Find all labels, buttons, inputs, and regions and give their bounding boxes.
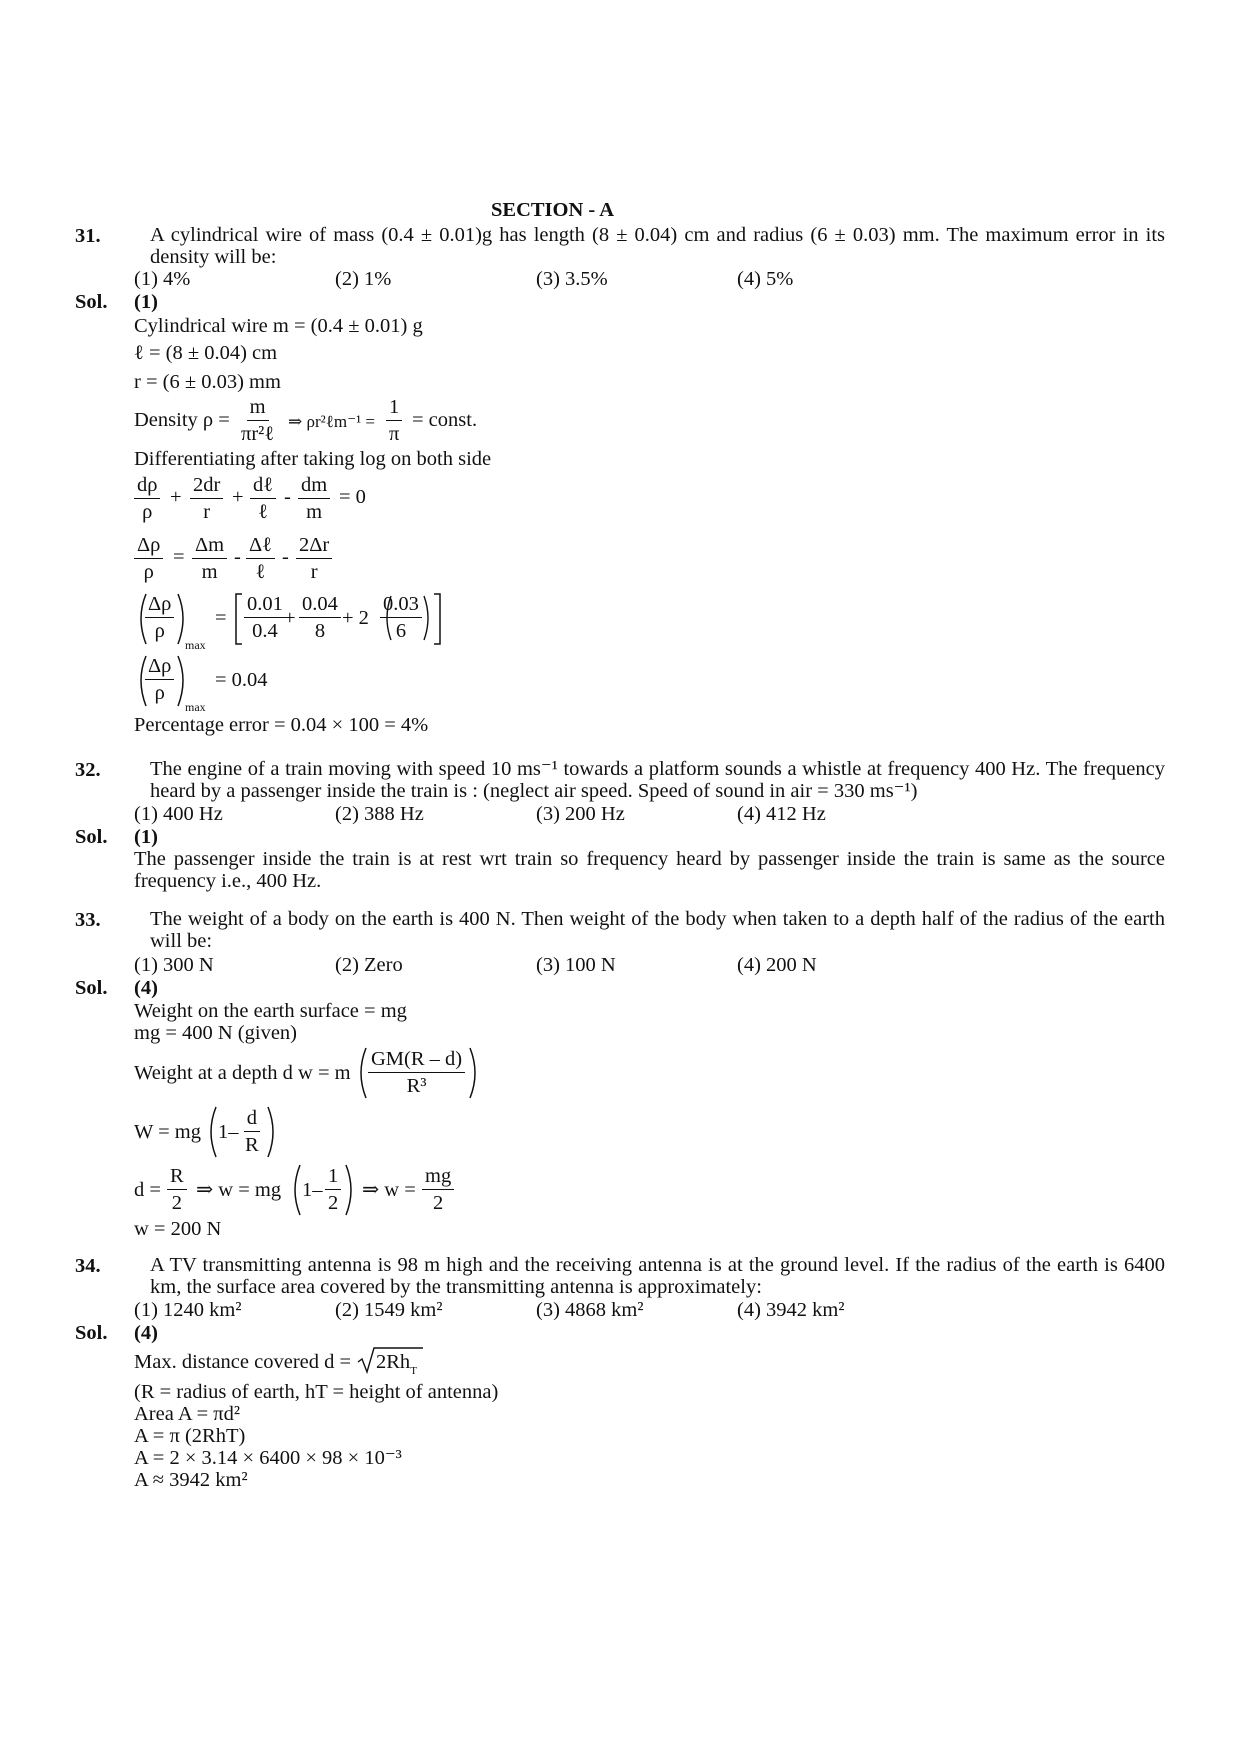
sol33-line-2: mg = 400 N (given) xyxy=(134,1022,298,1044)
eq1-num-1: dρ xyxy=(134,472,160,499)
sol31-final: Percentage error = 0.04 × 100 = 4% xyxy=(134,714,429,736)
eq4-num: Δρ xyxy=(145,653,174,680)
option-32-4: (4) 412 Hz xyxy=(737,803,826,825)
d-mid-2: ⇒ w = xyxy=(362,1179,416,1201)
option-31-3: (3) 3.5% xyxy=(536,268,608,290)
eq3-den-lhs: ρ xyxy=(154,620,165,642)
eq2-op-3: - xyxy=(282,546,289,568)
eq3-eq: = xyxy=(215,607,227,629)
answer-31: (1) xyxy=(134,291,158,313)
eq4-den: ρ xyxy=(154,682,165,704)
option-33-3: (3) 100 N xyxy=(536,954,616,976)
eq1-frac-1 xyxy=(134,472,160,525)
sol31-line-2: ℓ = (8 ± 0.04) cm xyxy=(134,342,278,364)
option-32-2: (2) 388 Hz xyxy=(335,803,424,825)
eq3-frac-3 xyxy=(380,591,422,644)
eq1-rhs: = 0 xyxy=(339,486,366,508)
d-mid: ⇒ w = mg xyxy=(196,1179,282,1201)
option-34-3: (3) 4868 km² xyxy=(536,1299,644,1321)
eq1-frac-4 xyxy=(298,472,330,525)
w-den: R xyxy=(245,1134,259,1156)
question-text-33: The weight of a body on the earth is 400 N. Then weight of the body when taken to a depth half of the radius of the earth will be: xyxy=(150,908,1165,952)
option-34-4: (4) 3942 km² xyxy=(737,1299,845,1321)
option-31-2: (2) 1% xyxy=(335,268,392,290)
depth-fraction xyxy=(368,1046,465,1099)
option-32-1: (1) 400 Hz xyxy=(134,803,223,825)
w-one: 1– xyxy=(218,1121,239,1143)
answer-33: (4) xyxy=(134,977,158,999)
d-fraction-3 xyxy=(422,1163,454,1216)
question-text-32: The engine of a train moving with speed 10 ms⁻¹ towards a platform sounds a whistle at frequency 400 Hz. The frequency heard by a passenger inside the train is : (neglect air speed. Speed of sound in air = 330 ms⁻¹) xyxy=(150,758,1165,802)
sol32-text: The passenger inside the train is at rest wrt train so frequency heard by passenger inside the train is same as the source frequency i.e., 400 Hz. xyxy=(134,848,1165,892)
eq3-num-3: 0.03 xyxy=(380,591,422,618)
eq3-num-2: 0.04 xyxy=(299,591,341,618)
max-root-sub: T xyxy=(410,1365,417,1377)
option-33-1: (1) 300 N xyxy=(134,954,214,976)
sol34-line-4: A = 2 × 3.14 × 6400 × 98 × 10⁻³ xyxy=(134,1447,402,1469)
eq3-frac-1 xyxy=(244,591,286,644)
section-heading: SECTION - A xyxy=(491,199,615,221)
density-mid: ⇒ ρr²ℓm⁻¹ = xyxy=(288,412,376,431)
depth-num: GM(R – d) xyxy=(368,1046,465,1073)
eq2-num-4: 2Δr xyxy=(296,532,332,559)
eq3-max: max xyxy=(185,638,206,652)
eq2-den-3: ℓ xyxy=(255,561,266,583)
eq1-num-3: dℓ xyxy=(250,472,276,499)
d-fraction-2 xyxy=(325,1163,341,1216)
eq2-den-4: r xyxy=(310,561,318,583)
eq3-op-1: + xyxy=(284,607,296,629)
d-label: d = xyxy=(134,1179,161,1201)
d-den: 2 xyxy=(171,1192,182,1214)
eq3-den-1: 0.4 xyxy=(252,620,278,642)
sol34-line-1: (R = radius of earth, hT = height of antenna) xyxy=(134,1381,499,1403)
sol34-line-3: A = π (2RhT) xyxy=(134,1425,246,1447)
eq1-op-3: - xyxy=(284,486,291,508)
eq2-frac-3 xyxy=(246,532,275,585)
option-34-2: (2) 1549 km² xyxy=(335,1299,443,1321)
density-label: Density ρ = xyxy=(134,409,230,431)
eq3-op-2: + 2 xyxy=(342,607,369,629)
eq1-den-3: ℓ xyxy=(258,501,268,523)
question-number-33: 33. xyxy=(75,909,101,931)
eq1-num-2: 2dr xyxy=(190,472,223,499)
sol33-final: w = 200 N xyxy=(134,1218,222,1240)
eq2-num-3: Δℓ xyxy=(246,532,275,559)
density-num-2: 1 xyxy=(386,394,402,421)
sol33-line-1: Weight on the earth surface = mg xyxy=(134,1000,407,1022)
eq4-frac xyxy=(145,653,174,706)
eq2-num-1: Δρ xyxy=(134,532,163,559)
sol31-line-1: Cylindrical wire m = (0.4 ± 0.01) g xyxy=(134,315,423,337)
eq2-frac-1 xyxy=(134,532,163,585)
answer-34: (4) xyxy=(134,1322,158,1344)
d-den-3: 2 xyxy=(432,1192,444,1214)
density-num: m xyxy=(247,394,269,421)
density-den-2: π xyxy=(389,423,400,445)
d-num-3: mg xyxy=(422,1163,454,1190)
depth-label: Weight at a depth d w = m xyxy=(134,1062,351,1084)
answer-32: (1) xyxy=(134,826,158,848)
sol34-line-2: Area A = πd² xyxy=(134,1403,241,1425)
eq1-op-1: + xyxy=(170,486,182,508)
eq2-frac-4 xyxy=(296,532,332,585)
max-root xyxy=(376,1350,417,1384)
eq3-num-1: 0.01 xyxy=(244,591,286,618)
sol34-line-5: A ≈ 3942 km² xyxy=(134,1469,248,1491)
question-number-32: 32. xyxy=(75,759,101,781)
eq1-frac-2 xyxy=(190,472,223,525)
density-den: πr²ℓ xyxy=(241,423,275,445)
d-fraction xyxy=(167,1163,187,1216)
eq4-max: max xyxy=(185,700,206,714)
eq2-op-1: = xyxy=(173,546,185,568)
eq2-frac-2 xyxy=(192,532,227,585)
d-num-2: 1 xyxy=(325,1163,341,1190)
eq3-num-lhs: Δρ xyxy=(145,591,174,618)
max-root-text: 2Rh xyxy=(376,1351,411,1373)
d-den-2: 2 xyxy=(328,1192,339,1214)
option-31-4: (4) 5% xyxy=(737,268,794,290)
solution-label-32: Sol. xyxy=(75,826,108,848)
w-label: W = mg xyxy=(134,1121,201,1143)
w-fraction xyxy=(242,1105,262,1158)
max-label: Max. distance covered d = xyxy=(134,1351,352,1373)
eq2-op-2: - xyxy=(234,546,241,568)
eq1-frac-3 xyxy=(250,472,276,525)
option-33-4: (4) 200 N xyxy=(737,954,817,976)
depth-den: R³ xyxy=(406,1075,427,1097)
question-number-34: 34. xyxy=(75,1255,101,1277)
d-one: 1– xyxy=(302,1179,323,1201)
eq3-den-2: 8 xyxy=(314,620,326,642)
eq1-den-2: r xyxy=(203,501,211,523)
option-32-3: (3) 200 Hz xyxy=(536,803,625,825)
diff-text: Differentiating after taking log on both side xyxy=(134,448,492,470)
density-end: = const. xyxy=(412,409,478,431)
option-33-2: (2) Zero xyxy=(335,954,403,976)
eq3-frac-lhs xyxy=(145,591,174,644)
eq4-rhs: = 0.04 xyxy=(215,669,268,691)
question-number-31: 31. xyxy=(75,225,101,247)
question-text-34: A TV transmitting antenna is 98 m high and the receiving antenna is at the ground level. If the radius of the earth is 6400 km, the surface area covered by the transmitting antenna is approximately: xyxy=(150,1254,1165,1298)
eq3-frac-2 xyxy=(299,591,341,644)
density-fraction-2 xyxy=(386,394,402,447)
option-34-1: (1) 1240 km² xyxy=(134,1299,242,1321)
d-num: R xyxy=(167,1163,187,1190)
eq2-num-2: Δm xyxy=(192,532,227,559)
solution-label-31: Sol. xyxy=(75,291,108,313)
w-num: d xyxy=(244,1105,260,1132)
eq1-op-2: + xyxy=(232,486,244,508)
density-fraction xyxy=(238,394,277,447)
solution-label-33: Sol. xyxy=(75,977,108,999)
eq1-den-4: m xyxy=(306,501,323,523)
question-text-31: A cylindrical wire of mass (0.4 ± 0.01)g has length (8 ± 0.04) cm and radius (6 ± 0.03) mm. The maximum error in its density will be: xyxy=(150,224,1165,268)
solution-label-34: Sol. xyxy=(75,1322,108,1344)
d-parens xyxy=(290,1162,356,1220)
eq1-num-4: dm xyxy=(298,472,330,499)
eq1-den-1: ρ xyxy=(142,501,153,523)
sol31-line-3: r = (6 ± 0.03) mm xyxy=(134,371,281,393)
eq2-den-2: m xyxy=(201,561,218,583)
eq3-den-3: 6 xyxy=(395,620,407,642)
option-31-1: (1) 4% xyxy=(134,268,191,290)
eq2-den-1: ρ xyxy=(143,561,154,583)
